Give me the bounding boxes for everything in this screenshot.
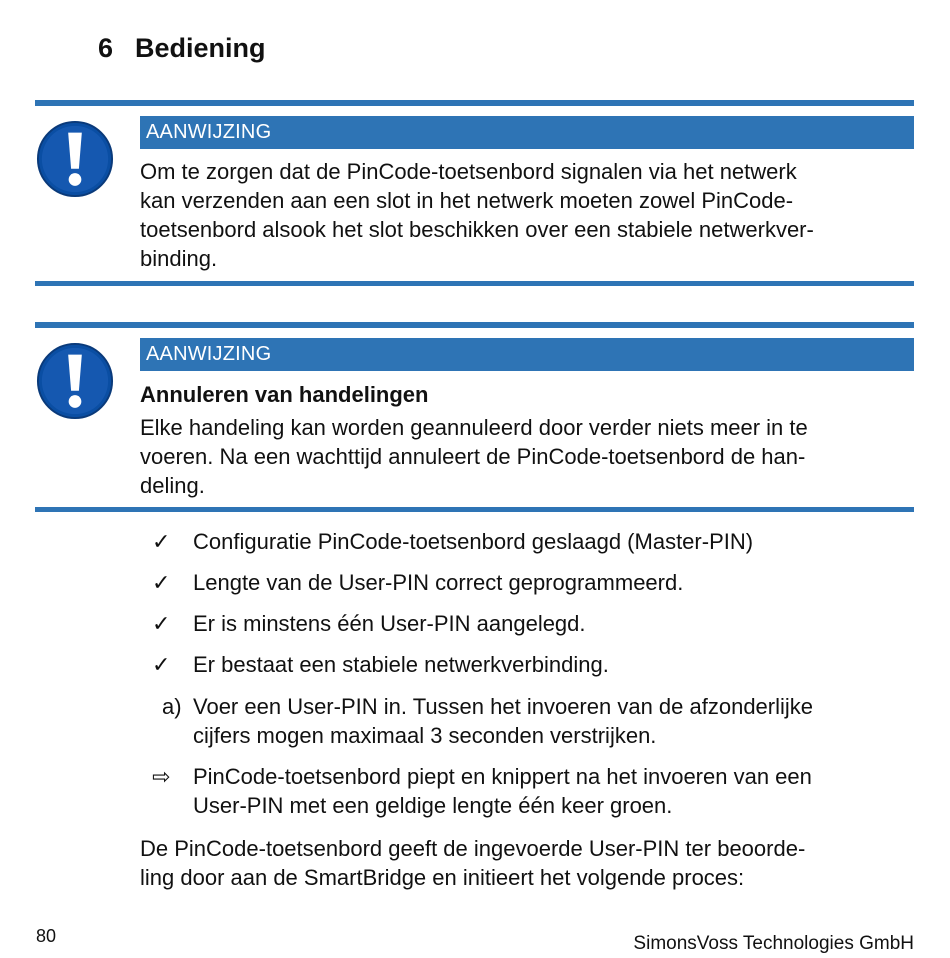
list-item-text [193,762,908,820]
list-item-text: Lengte van de User-PIN correct geprogrammeerd. [193,570,684,595]
checkmark-icon: ✓ [152,570,171,595]
list-item-line: PinCode-toetsenbord piept en knippert na het invoeren van een [193,764,812,789]
step-list [152,527,912,827]
section-number: 6 [98,33,114,63]
list-item-text: Er is minstens één User-PIN aangelegd. [193,611,586,636]
exclamation-icon [36,120,114,198]
notice-top-rule [35,322,914,328]
checkmark-icon: ✓ [152,529,171,554]
list-item-text [193,692,908,750]
notice-subtitle: Annuleren van handelingen [140,382,429,407]
list-item-line: cijfers mogen maximaal 3 seconden verstrijken. [193,723,657,748]
notice-body [140,413,910,500]
list-item-text: Configuratie PinCode-toetsenbord geslaagd (Master-PIN) [193,529,754,554]
notice-bottom-rule [35,507,914,512]
checkmark-icon: ✓ [152,611,171,636]
notice-bottom-rule [35,281,914,286]
notice-line: binding. [140,246,218,271]
paragraph-line: De PinCode-toetsenbord geeft de ingevoerde User-PIN ter beoorde- [140,836,806,861]
notice-line: kan verzenden aan een slot in het netwerk moeten zowel PinCode- [140,188,794,213]
exclamation-icon [36,342,114,420]
footer-company: SimonsVoss Technologies GmbH [633,933,914,954]
notice-label: AANWIJZING [140,116,914,149]
notice-line: toetsenbord alsook het slot beschikken over een stabiele netwerkver- [140,217,814,242]
section-title: Bediening [135,33,266,63]
closing-paragraph [140,834,910,892]
list-item-line: User-PIN met een geldige lengte één keer groen. [193,793,673,818]
page-number: 80 [36,926,57,946]
notice-line: voeren. Na een wachttijd annuleert de PinCode-toetsenbord de han- [140,444,806,469]
notice-body [140,157,910,273]
paragraph-line: ling door aan de SmartBridge en initieert het volgende proces: [140,865,745,890]
notice-line: Elke handeling kan worden geannuleerd door verder niets meer in te [140,415,808,440]
list-item-text: Er bestaat een stabiele netwerkverbinding. [193,652,609,677]
notice-line: deling. [140,473,205,498]
result-arrow-icon: ⇨ [152,764,171,789]
notice-label: AANWIJZING [140,338,914,371]
checkmark-icon: ✓ [152,652,171,677]
list-item-line: Voer een User-PIN in. Tussen het invoeren van de afzonderlijke [193,694,814,719]
notice-top-rule [35,100,914,106]
step-marker: a) [162,694,182,719]
notice-line: Om te zorgen dat de PinCode-toetsenbord signalen via het netwerk [140,159,797,184]
section-heading [98,33,266,64]
